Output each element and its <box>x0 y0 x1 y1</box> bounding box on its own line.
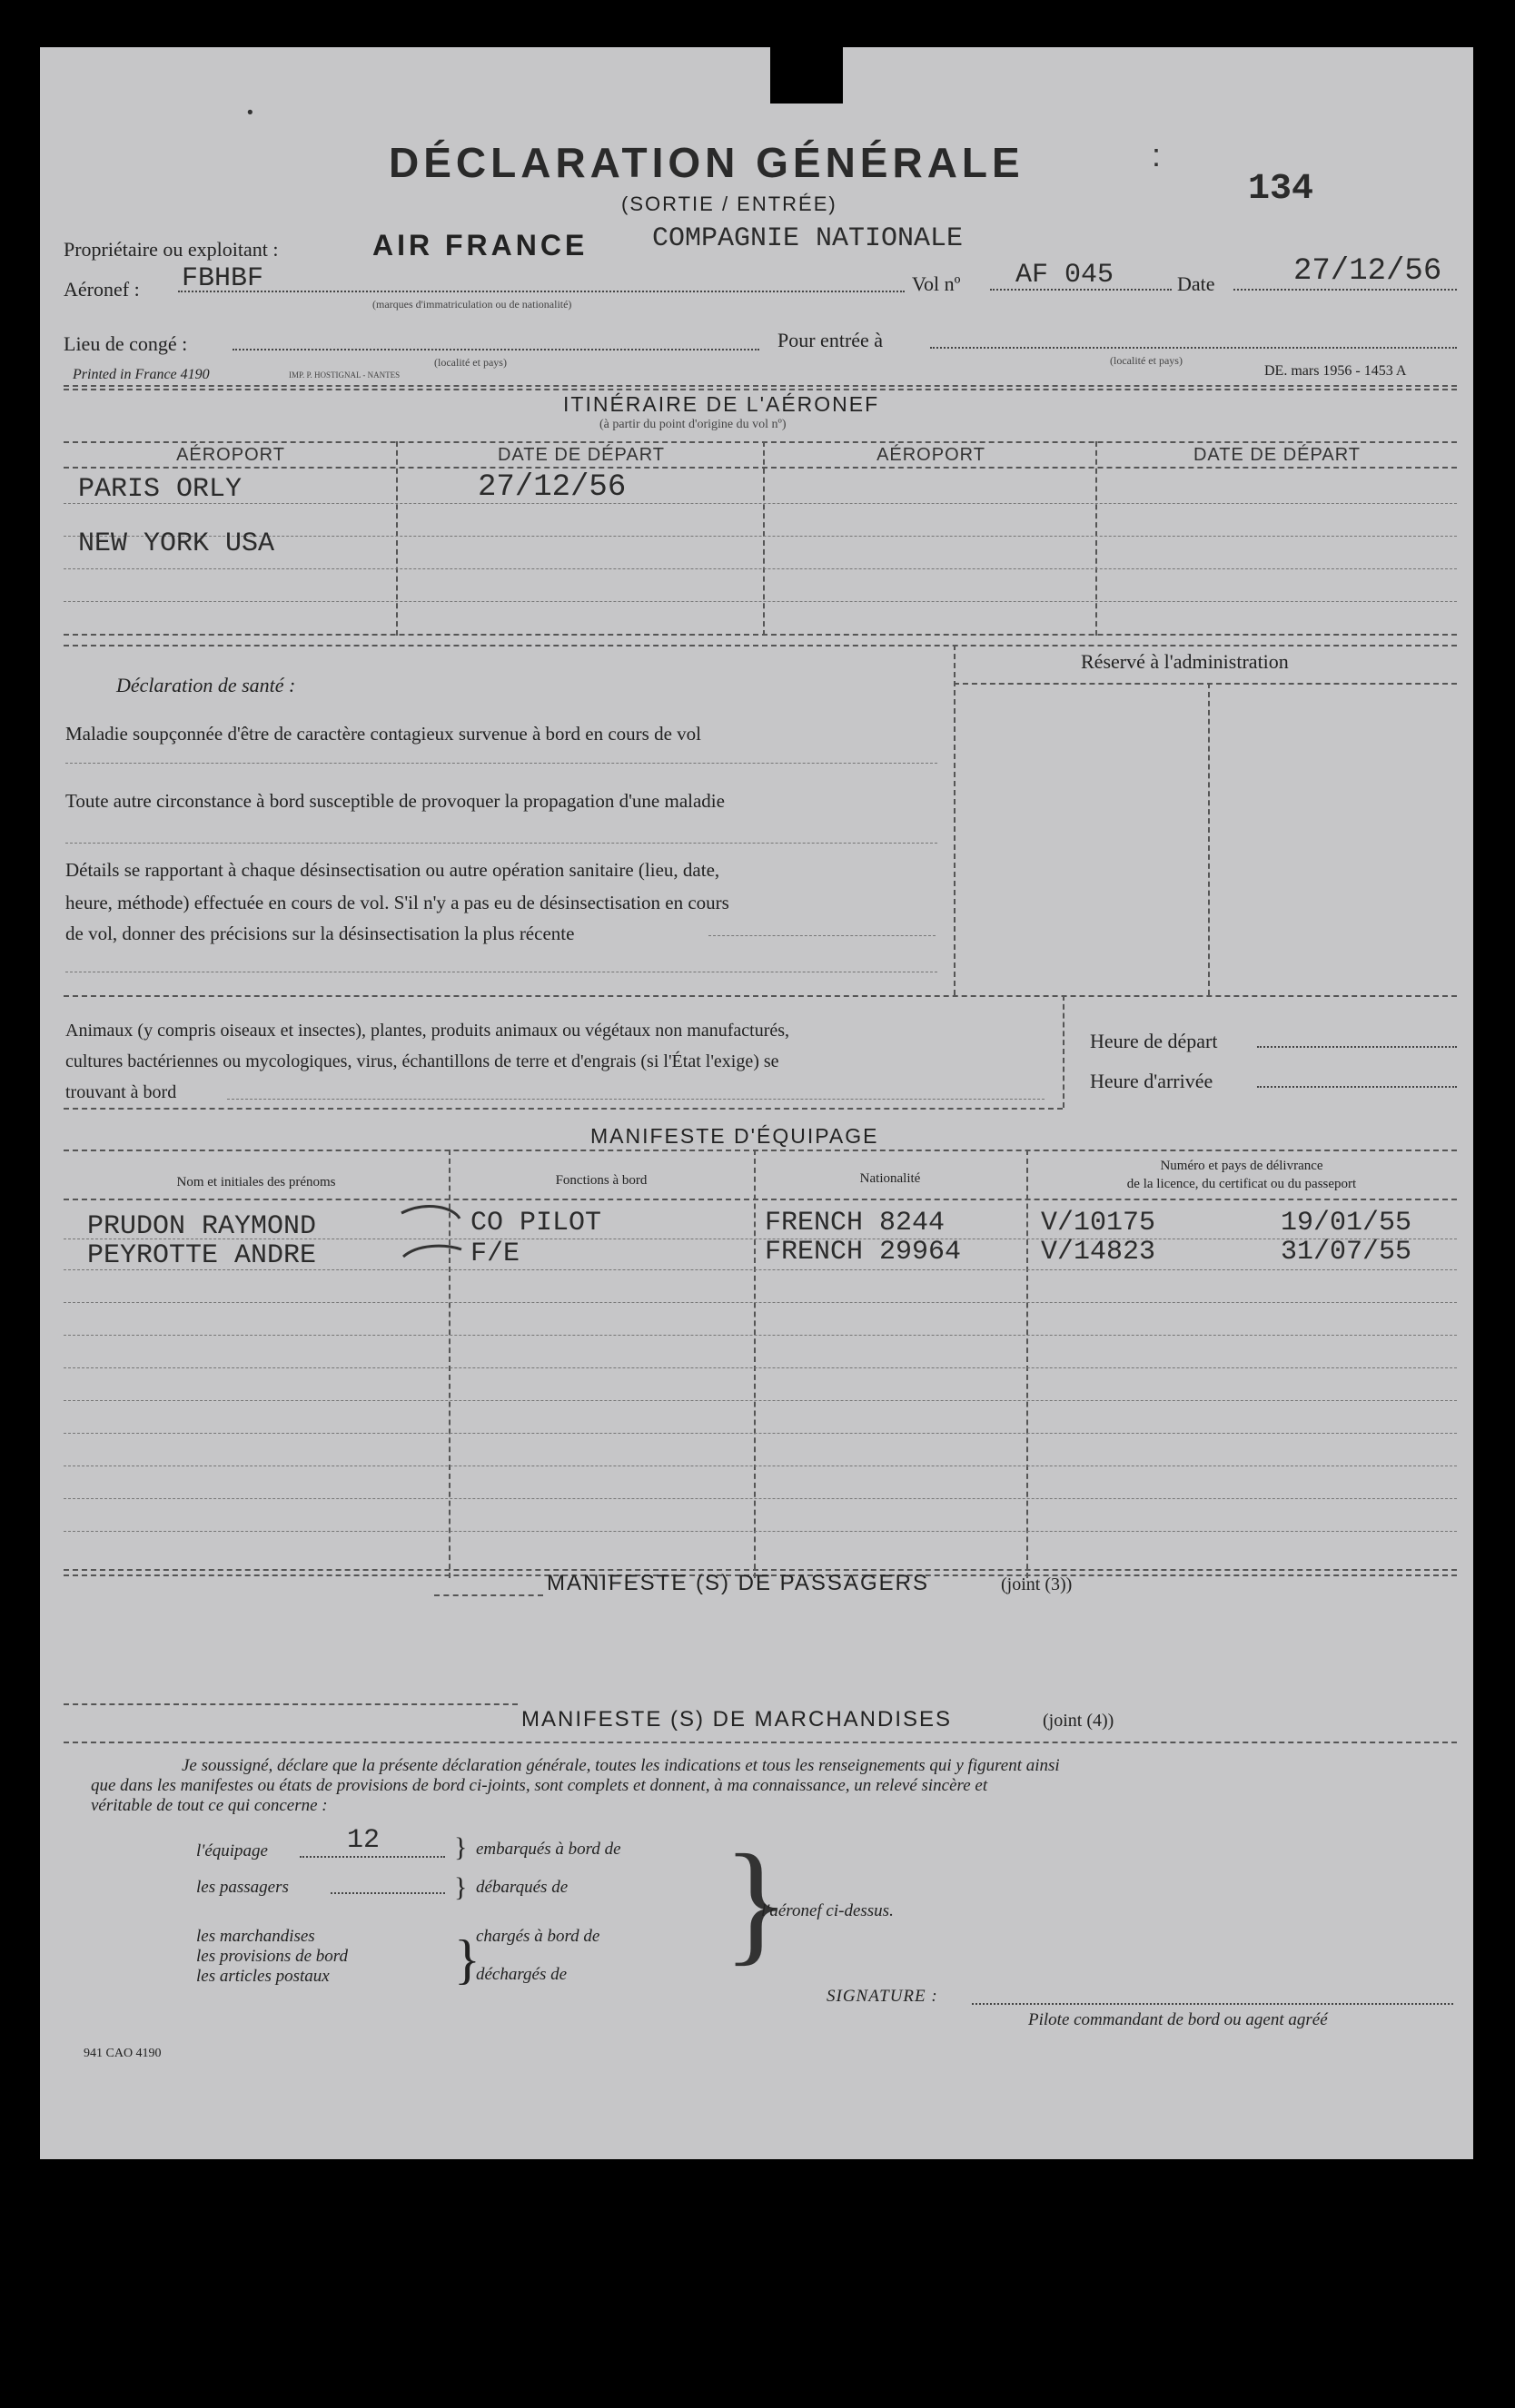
itinerary-row-2-airport: NEW YORK USA <box>78 528 275 559</box>
crew-header-nationality: Nationalité <box>859 1171 921 1186</box>
operator-label: Propriétaire ou exploitant : <box>64 238 279 261</box>
flight-label: Vol nº <box>912 272 961 295</box>
crew-header-function: Fonctions à bord <box>555 1173 648 1188</box>
crew-row-2-function: F/E <box>470 1239 520 1269</box>
itinerary-header-date-2: DATE DE DÉPART <box>1193 445 1362 465</box>
health-line-3a: Détails se rapportant à chaque désinsectisation ou autre opération sanitaire (lieu, date, <box>65 859 720 881</box>
crew-count-label: l'équipage <box>196 1841 268 1860</box>
aircraft-note: (marques d'immatriculation ou de nationalité) <box>372 298 572 311</box>
departure-place-label: Lieu de congé : <box>64 332 188 355</box>
goods-note: (joint (4)) <box>1043 1711 1114 1731</box>
embarked-label: embarqués à bord de <box>476 1840 621 1859</box>
health-line-2: Toute autre circonstance à bord susceptible de provoquer la propagation d'une maladie <box>65 790 725 812</box>
aircraft-above: l'aéronef ci-dessus. <box>761 1901 894 1920</box>
large-brace: } <box>723 1827 788 1978</box>
flight-number: AF 045 <box>1015 260 1114 291</box>
operator-brand: AIR FRANCE <box>372 229 589 262</box>
postal-label: les articles postaux <box>196 1967 330 1986</box>
brace-3: } <box>454 1929 480 1989</box>
entry-label: Pour entrée à <box>777 329 884 351</box>
page-subtitle: (SORTIE / ENTRÉE) <box>621 192 837 215</box>
colon-mark: : <box>1152 136 1162 173</box>
declaration-line-1: Je soussigné, déclare que la présente déclaration générale, toutes les indications et tous les renseignements qui y figurent ainsi <box>182 1756 1060 1775</box>
crew-row-1-licence-date: 19/01/55 <box>1281 1208 1412 1239</box>
scan-notch <box>770 44 843 104</box>
aircraft-registration: FBHBF <box>182 263 264 294</box>
loaded-label: chargés à bord de <box>476 1927 600 1946</box>
health-line-3b: heure, méthode) effectuée en cours de vol. S'il n'y a pas eu de désinsectisation en cours <box>65 892 729 913</box>
departure-time-label: Heure de départ <box>1090 1030 1218 1052</box>
crew-row-2-licence: V/14823 <box>1041 1237 1156 1268</box>
goods-manifest: MANIFESTE (S) DE MARCHANDISES <box>521 1707 953 1732</box>
crew-row-2-licence-date: 31/07/55 <box>1281 1237 1412 1268</box>
itinerary-header-date-1: DATE DE DÉPART <box>497 445 666 465</box>
crew-row-2-name: PEYROTTE ANDRE <box>87 1240 317 1271</box>
crew-row-1-licence: V/10175 <box>1041 1208 1156 1239</box>
itinerary-header-airport-1: AÉROPORT <box>176 445 285 465</box>
crew-row-2-nationality: FRENCH 29964 <box>765 1237 962 1268</box>
signature-label: SIGNATURE : <box>827 1987 938 2006</box>
crew-row-1-nationality: FRENCH 8244 <box>765 1208 946 1239</box>
departure-place-note: (localité et pays) <box>434 356 507 369</box>
itinerary-subtitle: (à partir du point d'origine du vol nº) <box>599 418 787 431</box>
brace-2: } <box>454 1872 468 1902</box>
crew-header-licence-2: de la licence, du certificat ou du passeport <box>1126 1177 1357 1191</box>
health-line-1: Maladie soupçonnée d'être de caractère contagieux survenue à bord en cours de vol <box>65 723 701 745</box>
brace-1: } <box>454 1832 468 1862</box>
health-title: Déclaration de santé : <box>116 674 296 696</box>
printer-ref: Printed in France 4190 <box>73 367 210 382</box>
crew-title: MANIFESTE D'ÉQUIPAGE <box>590 1124 879 1148</box>
declaration-line-3: véritable de tout ce qui concerne : <box>91 1796 328 1815</box>
form-code: 941 CAO 4190 <box>84 2047 162 2060</box>
disembarked-label: débarqués de <box>476 1878 569 1897</box>
passengers-note: (joint (3)) <box>1001 1574 1073 1594</box>
date-label: Date <box>1177 272 1215 295</box>
document-number: 134 <box>1248 169 1314 210</box>
printer-imprint: IMP. P. HOSTIGNAL - NANTES <box>289 370 401 380</box>
reserved-admin: Réservé à l'administration <box>1081 650 1289 673</box>
entry-note: (localité et pays) <box>1110 354 1183 367</box>
operator-value: COMPAGNIE NATIONALE <box>652 223 964 254</box>
crew-row-1-function: CO PILOT <box>470 1208 602 1239</box>
handwritten-bracket <box>391 1199 472 1271</box>
itinerary-header-airport-2: AÉROPORT <box>876 445 985 465</box>
passengers-manifest: MANIFESTE (S) DE PASSAGERS <box>547 1571 929 1595</box>
page-title: DÉCLARATION GÉNÉRALE <box>389 139 1025 186</box>
signer-role: Pilote commandant de bord ou agent agréé <box>1028 2010 1328 2029</box>
crew-count: 12 <box>347 1825 381 1856</box>
animals-line-3: trouvant à bord <box>65 1082 177 1102</box>
itinerary-row-1-date: 27/12/56 <box>478 470 627 505</box>
crew-row-1-name: PRUDON RAYMOND <box>87 1211 317 1242</box>
tick-mark: · <box>243 90 257 134</box>
itinerary-title: ITINÉRAIRE DE L'AÉRONEF <box>563 392 880 416</box>
arrival-time-label: Heure d'arrivée <box>1090 1070 1213 1092</box>
form-edition: DE. mars 1956 - 1453 A <box>1264 363 1407 379</box>
crew-header-name: Nom et initiales des prénoms <box>176 1175 336 1189</box>
animals-line-1: Animaux (y compris oiseaux et insectes), plantes, produits animaux ou végétaux non manufacturés, <box>65 1021 790 1041</box>
passengers-count-label: les passagers <box>196 1878 289 1897</box>
crew-header-licence-1: Numéro et pays de délivrance <box>1160 1159 1323 1173</box>
date-value: 27/12/56 <box>1293 254 1442 289</box>
aircraft-label: Aéronef : <box>64 278 140 301</box>
itinerary-row-1-airport: PARIS ORLY <box>78 474 243 505</box>
provisions-label: les provisions de bord <box>196 1947 348 1966</box>
goods-count-label: les marchandises <box>196 1927 315 1946</box>
unloaded-label: déchargés de <box>476 1965 568 1984</box>
animals-line-2: cultures bactériennes ou mycologiques, virus, échantillons de terre et d'engrais (si l'État l'exige) se <box>65 1051 779 1071</box>
declaration-line-2: que dans les manifestes ou états de provisions de bord ci-joints, sont complets et donnent, à ma connaissance, un relevé sincère et <box>91 1776 988 1795</box>
health-line-3c: de vol, donner des précisions sur la désinsectisation la plus récente <box>65 923 575 944</box>
